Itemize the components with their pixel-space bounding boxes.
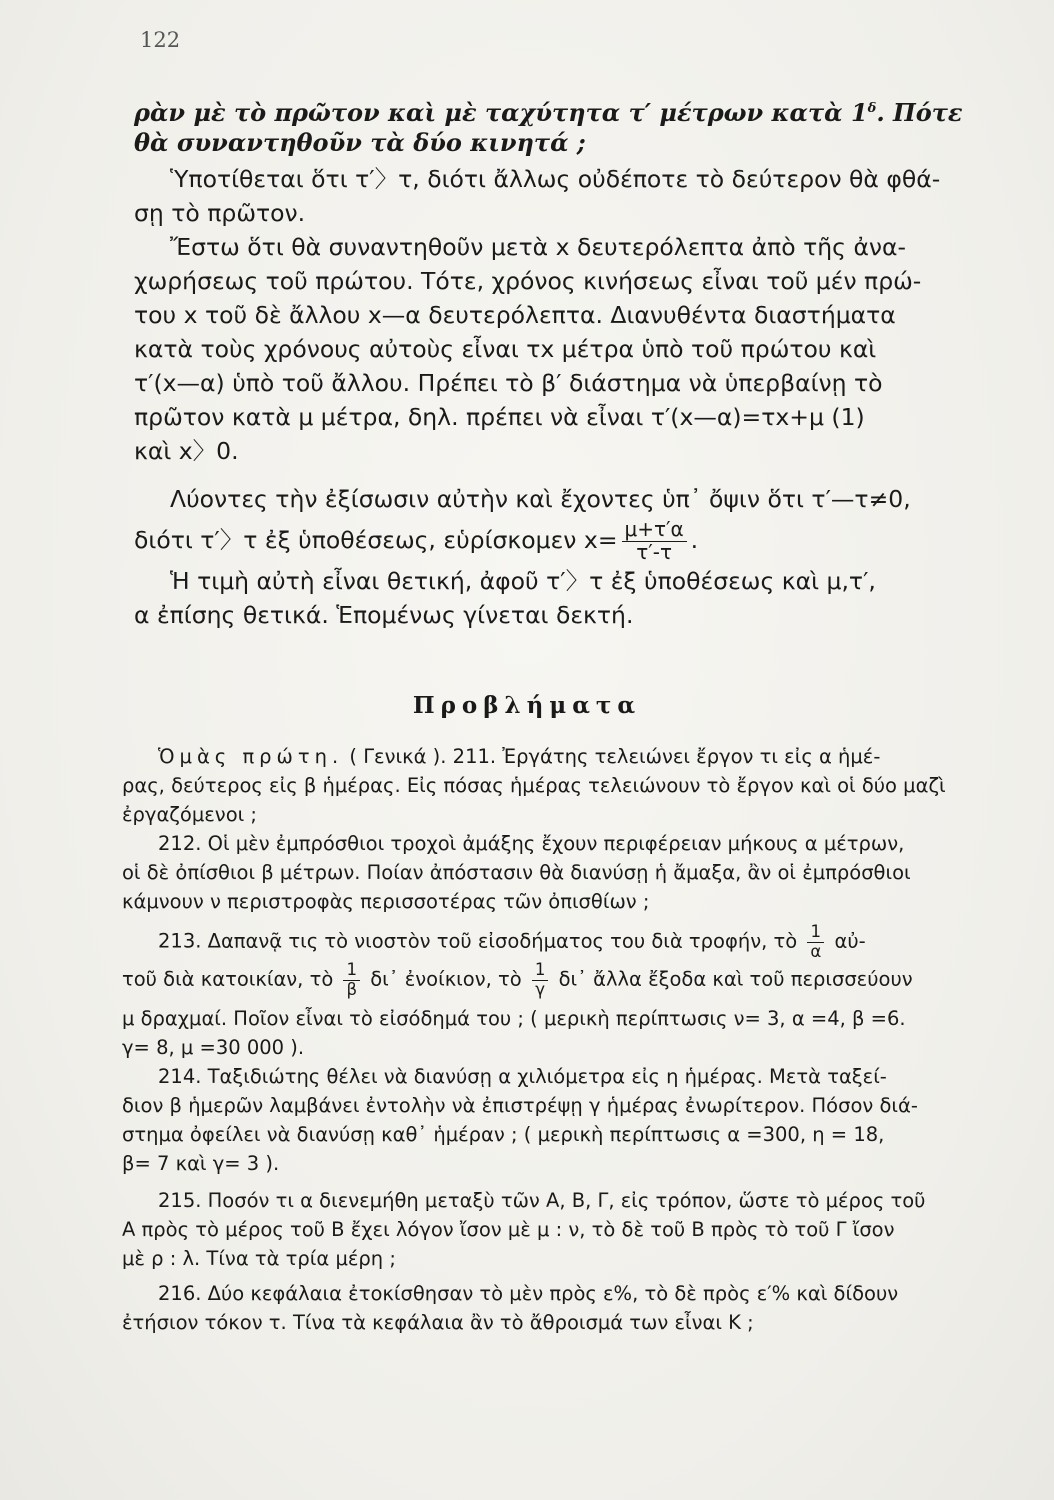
solution-line: τ′(x—α) ὑπὸ τοῦ ἄλλου. Πρέπει τὸ β′ διάστημα νὰ ὑπερβαίνῃ τὸ <box>134 369 883 397</box>
formula-line <box>134 517 964 564</box>
problem-213-line-1 <box>122 924 964 962</box>
group-subtitle: ( Γενικά ). <box>349 745 447 768</box>
problem-214-line: στημα ὀφείλει νὰ διανύσῃ καθ᾽ ἡμέραν ; ( μερικὴ περίπτωσις α =300, η = 18, <box>122 1123 885 1146</box>
problem-213-text: αὐ- <box>834 929 866 953</box>
problem-214-line: διον β ἡμερῶν λαμβάνει ἐντολὴν νὰ ἐπιστρέψῃ γ ἡμέρας ἐνωρίτερον. Πόσον διά- <box>122 1094 918 1117</box>
formula-denominator: τ′-τ <box>636 539 672 564</box>
formula-prefix: διότι τ′〉τ ἐξ ὑποθέσεως, εὑρίσκομεν x= <box>134 525 618 554</box>
group-label: Ὁμὰς πρώτη. <box>158 745 344 768</box>
fraction-1-over-beta <box>343 962 360 998</box>
problem-215-line: μὲ ρ : λ. Τίνα τὰ τρία μέρη ; <box>122 1247 396 1270</box>
solution-line: Λύοντες τὴν ἐξίσωσιν αὐτὴν καὶ ἔχοντες ὑπ᾽ ὄψιν ὅτι τ′—τ≠0, <box>170 485 911 513</box>
problem-212-line: κάμνουν ν περιστροφὰς περισσοτέρας τῶν ὀπισθίων ; <box>122 890 650 913</box>
fraction-numerator: 1 <box>343 962 360 981</box>
solution-line: κατὰ τοὺς χρόνους αὐτοὺς εἶναι τx μέτρα ὑπὸ τοῦ πρώτου καὶ <box>134 335 877 363</box>
problem-214-line: β= 7 καὶ γ= 3 ). <box>122 1152 280 1175</box>
problem-213-line-2 <box>122 962 964 1004</box>
problem-216-line: 216. Δύο κεφάλαια ἐτοκίσθησαν τὸ μὲν πρὸς ε%, τὸ δὲ πρὸς ε′% καὶ δίδουν <box>158 1282 899 1305</box>
problems-block <box>122 742 964 1337</box>
formula-suffix: . <box>690 525 699 554</box>
fraction-numerator: 1 <box>807 924 824 943</box>
section-heading: Προβλήματα <box>412 692 642 719</box>
problem-continuation <box>134 92 964 160</box>
problem-line-2: θὰ συναντηθοῦν τὰ δύο κινητά ; <box>134 128 586 157</box>
problem-211-line: ἐργαζόμενοι ; <box>122 803 257 826</box>
problem-line-1-text: ρὰν μὲ τὸ πρῶτον καὶ μὲ ταχύτητα τ′ μέτρων κατὰ 1 <box>134 98 868 127</box>
page-number: 122 <box>140 28 181 52</box>
solution-line: Ἔστω ὅτι θὰ συναντηθοῦν μετὰ x δευτερόλεπτα ἀπὸ τῆς ἀνα- <box>170 233 907 261</box>
conclusion-line: α ἐπίσης θετικά. Ἑπομένως γίνεται δεκτή. <box>134 601 634 629</box>
solution-text <box>134 162 964 632</box>
solution-line: σῃ τὸ πρῶτον. <box>134 199 306 227</box>
problem-213-text: 213. Δαπανᾷ τις τὸ νιοστὸν τοῦ εἰσοδήματος του διὰ τροφήν, τὸ <box>158 929 798 953</box>
problem-215-line: 215. Ποσόν τι α διενεμήθη μεταξὺ τῶν Α, Β, Γ, εἰς τρόπον, ὥστε τὸ μέρος τοῦ <box>158 1189 926 1212</box>
conclusion-line: Ἡ τιμὴ αὐτὴ εἶναι θετική, ἀφοῦ τ′〉τ ἐξ ὑποθέσεως καὶ μ,τ′, <box>170 567 876 595</box>
solution-line: Ὑποτίθεται ὅτι τ′〉τ, διότι ἄλλως οὐδέποτε τὸ δεύτερον θὰ φθά- <box>170 165 941 193</box>
problem-213-text: τοῦ διὰ κατοικίαν, τὸ <box>122 967 334 991</box>
problem-213-text: δι᾽ ἄλλα ἔξοδα καὶ τοῦ περισσεύουν <box>558 967 913 991</box>
problem-line-1-sup: δ <box>867 101 877 116</box>
problem-213-text: δι᾽ ἐνοίκιον, τὸ <box>370 967 522 991</box>
fraction-1-over-gamma <box>532 962 549 998</box>
formula-fraction <box>622 517 687 564</box>
problem-215-line: Α πρὸς τὸ μέρος τοῦ Β ἔχει λόγον ἴσον μὲ μ : ν, τὸ δὲ τοῦ Β πρὸς τὸ τοῦ Γ ἴσον <box>122 1218 895 1241</box>
problem-211-line <box>122 742 964 771</box>
fraction-1-over-alpha <box>807 924 824 960</box>
problem-216-line: ἐτήσιον τόκον τ. Τίνα τὰ κεφάλαια ἂν τὸ ἄθροισμά των εἶναι Κ ; <box>122 1311 754 1334</box>
problem-214-line: 214. Ταξιδιώτης θέλει νὰ διανύσῃ α χιλιόμετρα εἰς η ἡμέρας. Μετὰ ταξεί- <box>158 1065 887 1088</box>
fraction-denominator: α <box>810 941 822 961</box>
formula-numerator: μ+τ′α <box>622 520 687 542</box>
fraction-denominator: γ <box>535 979 546 999</box>
problem-213-line: μ δραχμαί. Ποῖον εἶναι τὸ εἰσόδημά του ; ( μερικὴ περίπτωσις ν= 3, α =4, β =6. <box>122 1007 906 1030</box>
solution-line: πρῶτον κατὰ μ μέτρα, δηλ. πρέπει νὰ εἶναι τ′(x—α)=τx+μ (1) <box>134 403 865 431</box>
problem-213-line: γ= 8, μ =30 000 ). <box>122 1036 305 1059</box>
solution-line: του x τοῦ δὲ ἄλλου x—α δευτερόλεπτα. Διανυθέντα διαστήματα <box>134 301 896 329</box>
fraction-denominator: β <box>346 979 358 999</box>
solution-line: χωρήσεως τοῦ πρώτου. Τότε, χρόνος κινήσεως εἶναι τοῦ μέν πρώ- <box>134 267 922 295</box>
problem-211-line: ρας, δεύτερος εἰς β ἡμέρας. Εἰς πόσας ἡμέρας τελειώνουν τὸ ἔργον καὶ οἱ δύο μαζὶ <box>122 774 946 797</box>
problem-212-line: οἱ δὲ ὀπίσθιοι β μέτρων. Ποίαν ἀπόστασιν θὰ διανύσῃ ἡ ἄμαξα, ἂν οἱ ἐμπρόσθιοι <box>122 861 911 884</box>
problem-line-1 <box>134 92 964 126</box>
solution-line: καὶ x〉0. <box>134 437 239 465</box>
fraction-numerator: 1 <box>532 962 549 981</box>
problem-211-text: 211. Ἐργάτης τελειώνει ἔργον τι εἰς α ἡμέ- <box>452 745 881 768</box>
problem-line-1-end: . Πότε <box>876 98 963 127</box>
problem-212-line: 212. Οἱ μὲν ἐμπρόσθιοι τροχοὶ ἀμάξης ἔχουν περιφέρειαν μήκους α μέτρων, <box>158 832 905 855</box>
